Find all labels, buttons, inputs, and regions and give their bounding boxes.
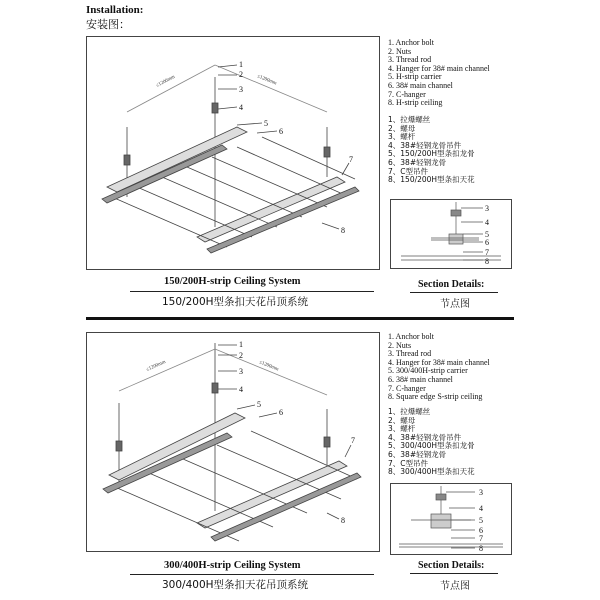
panel1-legend-en xyxy=(388,39,490,108)
panel2-callout-6: 6 xyxy=(279,408,283,417)
panel1-section-callout-3: 3 xyxy=(485,204,489,213)
panel2-legend-cn-8: 8、300/400H型条扣天花 xyxy=(388,467,475,477)
panel1-callout-8: 8 xyxy=(341,226,345,235)
panel1-section-drawing xyxy=(391,200,511,268)
panel2-callout-7: 7 xyxy=(351,436,355,445)
panel2-section-callout-7: 7 xyxy=(479,534,483,543)
panel1-legend-en-4: 4. Hanger for 38# main channel xyxy=(388,63,490,73)
panel1-callout-6: 6 xyxy=(279,127,283,136)
panel2-legend-en-2: 2. Nuts xyxy=(388,340,412,350)
panel1-section-callout-8: 8 xyxy=(485,257,489,266)
panel2-legend-en-5: 5. 300/400H-strip carrier xyxy=(388,366,468,376)
panel1-isometric-drawing xyxy=(87,37,379,269)
panel2-section-frame xyxy=(390,483,512,555)
panel2-legend-en xyxy=(388,333,490,402)
panel1-section-callout-6: 6 xyxy=(485,238,489,247)
panel1-callout-3: 3 xyxy=(239,85,243,94)
panel2-caption-rule xyxy=(130,574,374,575)
panel2-callout-2: 2 xyxy=(239,351,243,360)
panel1-legend-cn-8: 8、150/200H型条扣天花 xyxy=(388,175,475,185)
panel1-drawing-frame xyxy=(86,36,380,270)
panel2-legend-cn-2: 2、螺母 xyxy=(388,415,416,425)
panel2-legend-cn-6: 6、38#轻钢龙骨 xyxy=(388,449,447,459)
panel2-legend-en-6: 6. 38# main channel xyxy=(388,374,453,384)
panel2-legend-en-1: 1. Anchor bolt xyxy=(388,332,434,341)
panel2-dim-right: ≤1200mm xyxy=(258,360,280,373)
panel1-callout-1: 1 xyxy=(239,60,243,69)
panel1-legend-cn-3: 3、螺杆 xyxy=(388,132,416,142)
panel2-section-title-en: Section Details: xyxy=(418,560,485,571)
page-title-cn: 安装图： xyxy=(86,18,130,31)
panel2-isometric-drawing xyxy=(87,333,379,551)
panel1-section-callout-4: 4 xyxy=(485,218,489,227)
panel2-legend-cn-7: 7、C型吊件 xyxy=(388,458,429,468)
panel1-legend-cn-7: 7、C型吊件 xyxy=(388,166,429,176)
panel1-dim-right: ≤1200mm xyxy=(256,74,278,87)
panel2-section-rule xyxy=(410,573,498,574)
panel1-callout-2: 2 xyxy=(239,70,243,79)
panel1-legend-cn-5: 5、150/200H型条扣龙骨 xyxy=(388,149,475,159)
panel1-section-callout-7: 7 xyxy=(485,248,489,257)
panel2-legend-en-4: 4. Hanger for 38# main channel xyxy=(388,357,490,367)
panel1-legend-en-5: 5. H-strip carrier xyxy=(388,72,442,82)
panel1-legend-en-7: 7. C-hanger xyxy=(388,89,426,99)
panel2-section-callout-3: 3 xyxy=(479,488,483,497)
panel2-callout-5: 5 xyxy=(257,400,261,409)
panel2-section-callout-8: 8 xyxy=(479,544,483,553)
panel1-section-title-cn: 节点图 xyxy=(440,299,470,310)
panel2-section-callout-4: 4 xyxy=(479,504,483,513)
panel1-legend-en-8: 8. H-strip ceiling xyxy=(388,98,443,108)
page-title-en: Installation: xyxy=(86,4,144,16)
panel1-callout-5: 5 xyxy=(264,119,268,128)
panel1-caption-en: 150/200H-strip Ceiling System xyxy=(164,276,301,287)
panel2-section-callout-6: 6 xyxy=(479,526,483,535)
panel2-callout-3: 3 xyxy=(239,367,243,376)
panel1-dim-left: ≤1200mm xyxy=(155,74,177,89)
panel2-legend-cn-1: 1、拉爆螺丝 xyxy=(388,407,431,416)
panel1-section-rule xyxy=(410,292,498,293)
panel1-legend-cn-1: 1、拉爆螺丝 xyxy=(388,115,431,124)
panel1-legend-cn-6: 6、38#轻钢龙骨 xyxy=(388,157,447,167)
panel2-section-drawing xyxy=(391,484,511,554)
panel2-dim-left: ≤1200mm xyxy=(145,359,167,373)
panel1-section-title-en: Section Details: xyxy=(418,279,485,290)
panel2-legend-cn-4: 4、38#轻钢龙骨吊件 xyxy=(388,432,462,442)
panel1-legend-en-3: 3. Thread rod xyxy=(388,55,432,65)
panel1-legend-cn-4: 4、38#轻钢龙骨吊件 xyxy=(388,140,462,150)
panel1-callout-4: 4 xyxy=(239,103,243,112)
panel1-legend-en-1: 1. Anchor bolt xyxy=(388,38,434,47)
panel2-legend-cn-5: 5、300/400H型条扣龙骨 xyxy=(388,441,475,451)
panel1-legend-cn xyxy=(388,116,475,185)
panel2-drawing-frame xyxy=(86,332,380,552)
panel1-caption-cn: 150/200H型条扣天花吊顶系统 xyxy=(162,296,309,308)
panel2-callout-8: 8 xyxy=(341,516,345,525)
panel2-callout-4: 4 xyxy=(239,385,243,394)
panel2-legend-cn-3: 3、螺杆 xyxy=(388,424,416,434)
panel2-section-title-cn: 节点图 xyxy=(440,581,470,592)
panel1-legend-en-6: 6. 38# main channel xyxy=(388,80,453,90)
panel2-legend-en-7: 7. C-hanger xyxy=(388,383,426,393)
panel1-caption-rule xyxy=(130,291,374,292)
panel2-caption-cn: 300/400H型条扣天花吊顶系统 xyxy=(162,579,309,591)
section-divider xyxy=(86,317,514,320)
panel1-legend-cn-2: 2、螺母 xyxy=(388,123,416,133)
panel2-caption-en: 300/400H-strip Ceiling System xyxy=(164,560,301,571)
panel2-legend-en-8: 8. Square edge S-strip ceiling xyxy=(388,392,483,402)
panel2-legend-en-3: 3. Thread rod xyxy=(388,349,432,359)
panel1-section-frame xyxy=(390,199,512,269)
panel2-callout-1: 1 xyxy=(239,340,243,349)
panel2-legend-cn xyxy=(388,408,475,477)
panel1-callout-7: 7 xyxy=(349,155,353,164)
panel1-legend-en-2: 2. Nuts xyxy=(388,46,412,56)
panel2-section-callout-5: 5 xyxy=(479,516,483,525)
panel1-section-callout-5: 5 xyxy=(485,230,489,239)
